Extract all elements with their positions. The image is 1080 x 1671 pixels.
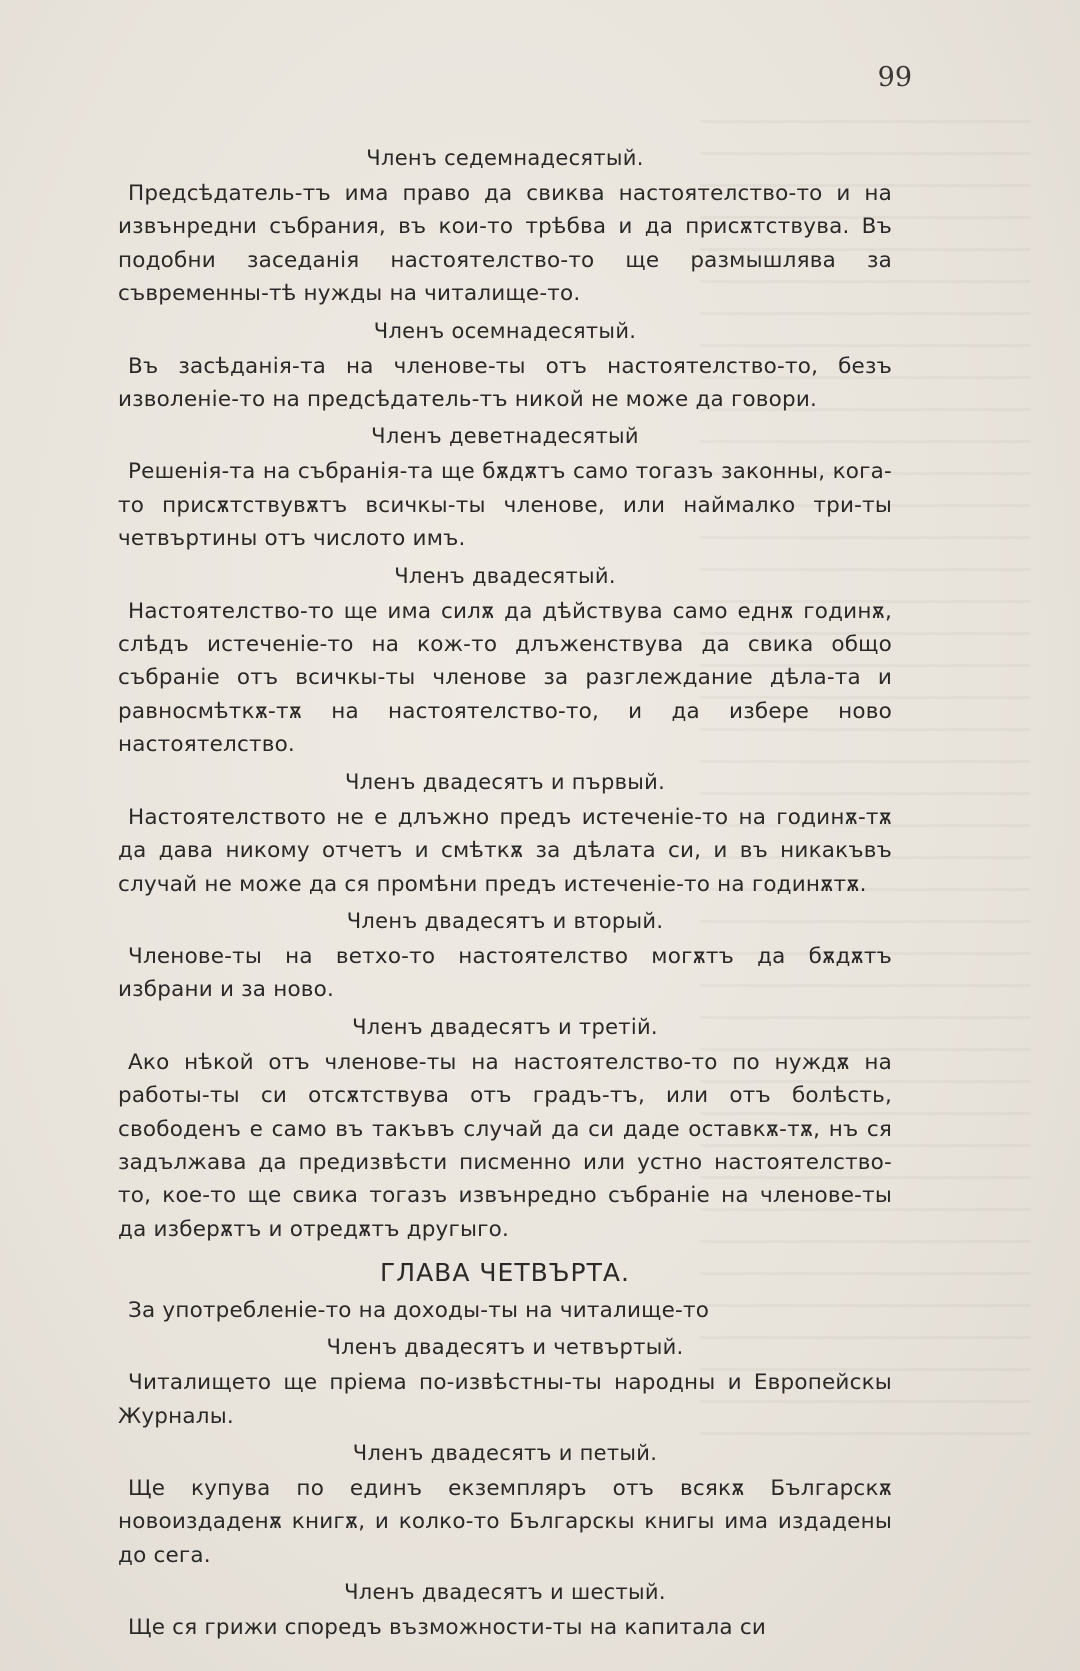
- page-content: [118, 138, 892, 1648]
- article-25-heading: Членъ двадесятъ и петый.: [352, 1440, 658, 1465]
- chapter-title: ГЛАВА ЧЕТВЪРТА.: [380, 1258, 630, 1288]
- article-19-heading: Членъ деветнадесятый: [371, 424, 639, 449]
- article-21-text: Настоятелството не е длъжно предъ истеченіе-то на годинѫ-тѫ да дава никому отчетъ и смѣткѫ за дѣлата си, и въ никакъвъ случай не може да ся промѣни предъ истеченіе-то на годинѫтѫ.: [118, 804, 892, 897]
- article-19-text: Решенія-та на събранія-та ще бѫдѫтъ само тогазъ законны, кога-то присѫтствувѫтъ всичкы-ты членове, или наймалко три-ты четвъртины отъ числото имъ.: [118, 459, 892, 552]
- article-23-heading: Членъ двадесятъ и третій.: [352, 1014, 658, 1039]
- article-20-text: Настоятелство-то ще има силѫ да дѣйствува само еднѫ годинѫ, слѣдъ истеченіе-то на кож-то длъженствува да свика общо събраніе отъ всичкы-ты членове за разглеждание дѣла-та и равносмѣткѫ-тѫ на настоятелство-то, и да избере ново настоятелство.: [118, 598, 892, 758]
- page-number: 99: [877, 62, 912, 93]
- chapter-subtitle: За употребленіе-то на доходы-ты на читалище-то: [128, 1298, 710, 1324]
- article-17-heading: Членъ седемнадесятый.: [366, 146, 644, 170]
- article-17-text: Предсѣдатель-тъ има право да свиква настоятелство-то и на извънредни събрания, въ кои-то трѣбва и да присѫтствува. Въ подобни заседанія настоятелство-то ще размышлява за съвременны-тѣ нужды на читалище-то.: [118, 181, 892, 307]
- article-26-heading: Членъ двадесятъ и шестый.: [344, 1580, 666, 1605]
- article-24-text: Читалището ще пріема по-извѣстны-ты народны и Европейскы Журналы.: [118, 1370, 892, 1429]
- article-22-text: Членове-ты на ветхо-то настоятелство могѫтъ да бѫдѫтъ избрани и за ново.: [118, 943, 892, 1003]
- article-18-text: Въ засѣданія-та на членове-ты отъ настоятелство-то, безъ изволеніе-то на предсѣдатель-тъ никой не може да говори.: [118, 353, 892, 413]
- article-23-text: Ако нѣкой отъ членове-ты на настоятелство-то по нуждѫ на работы-ты си отсѫтствува отъ градъ-тъ, или отъ болѣсть, свободенъ е само въ такъвъ случай да си даде оставкѫ-тѫ, нъ ся задължава да предизвѣсти писменно или устно настоятелство-то, кое-то ще свика тогазъ извънредно събраніе на членове-ты да изберѫтъ и отредѫтъ другыго.: [118, 1049, 892, 1242]
- article-25-text: Ще купува по единъ екземпляръ отъ всякѫ Българскѫ новоиздаденѫ книгѫ, и колко-то Българскы книгы има издадены до сега.: [118, 1475, 892, 1568]
- article-18-heading: Членъ осемнадесятый.: [373, 318, 637, 343]
- article-21-heading: Членъ двадесятъ и първый.: [344, 769, 666, 794]
- article-20-heading: Членъ двадесятый.: [394, 563, 616, 588]
- article-24-heading: Членъ двадесятъ и четвъртый.: [326, 1335, 684, 1360]
- article-22-heading: Членъ двадесятъ и вторый.: [346, 908, 664, 933]
- article-26-text: Ще ся грижи споредъ възможности-ты на капитала си: [128, 1615, 767, 1641]
